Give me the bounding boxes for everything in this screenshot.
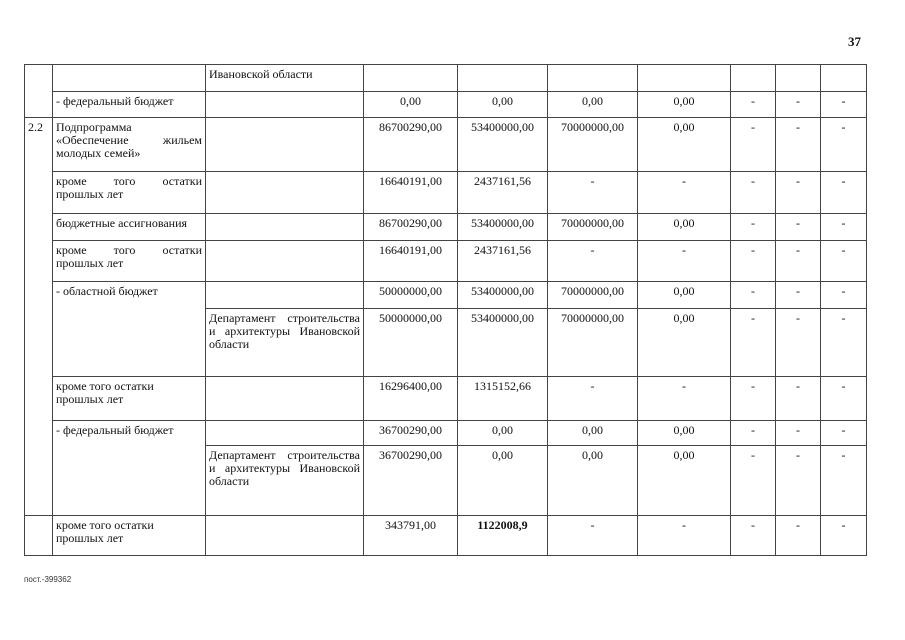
value-cell: 0,00 — [638, 214, 731, 241]
value-cell: 86700290,00 — [364, 118, 458, 172]
value-cell: - — [731, 446, 776, 516]
row-name — [53, 65, 206, 92]
value-cell: - — [776, 92, 821, 118]
value-cell: 0,00 — [638, 446, 731, 516]
value-cell: 70000000,00 — [548, 118, 638, 172]
value-cell: 0,00 — [638, 309, 731, 377]
value-cell: - — [821, 309, 867, 377]
value-cell — [458, 65, 548, 92]
row-name: - федеральный бюджет — [53, 92, 206, 118]
value-cell: - — [776, 377, 821, 421]
value-cell: 70000000,00 — [548, 214, 638, 241]
table-row — [25, 421, 867, 446]
value-cell: - — [776, 282, 821, 309]
table-row — [25, 282, 867, 309]
value-cell: - — [776, 241, 821, 282]
executor — [206, 516, 364, 556]
value-cell: - — [731, 282, 776, 309]
value-cell: 53400000,00 — [458, 309, 548, 377]
value-cell: - — [548, 377, 638, 421]
value-cell: - — [638, 516, 731, 556]
value-cell: 0,00 — [458, 421, 548, 446]
value-cell: - — [821, 516, 867, 556]
row-name: Подпрограмма «Обеспечение жильем молодых семей» — [53, 118, 206, 172]
value-cell: - — [821, 421, 867, 446]
value-cell: 53400000,00 — [458, 282, 548, 309]
row-name: кроме того остатки прошлых лет — [53, 377, 206, 421]
value-cell: - — [731, 421, 776, 446]
value-cell: - — [821, 92, 867, 118]
value-cell: - — [548, 516, 638, 556]
value-cell: - — [731, 172, 776, 214]
executor — [206, 377, 364, 421]
executor: Департамент строительства и архитектуры Ивановской области — [206, 446, 364, 516]
value-cell: 0,00 — [548, 421, 638, 446]
value-cell: 50000000,00 — [364, 309, 458, 377]
executor — [206, 92, 364, 118]
value-cell: - — [731, 241, 776, 282]
value-cell: 343791,00 — [364, 516, 458, 556]
executor — [206, 241, 364, 282]
value-cell — [638, 65, 731, 92]
value-cell: 0,00 — [638, 282, 731, 309]
executor — [206, 172, 364, 214]
value-cell: 0,00 — [548, 92, 638, 118]
value-cell: - — [821, 282, 867, 309]
value-cell: 0,00 — [638, 118, 731, 172]
value-cell: 16640191,00 — [364, 172, 458, 214]
value-cell — [776, 65, 821, 92]
table-row — [25, 241, 867, 282]
table-row — [25, 65, 867, 92]
value-cell: - — [638, 172, 731, 214]
value-cell: 2437161,56 — [458, 172, 548, 214]
value-cell: - — [731, 118, 776, 172]
value-cell — [731, 65, 776, 92]
value-cell: - — [776, 421, 821, 446]
row-name: кроме того остатки прошлых лет — [53, 241, 206, 282]
value-cell — [364, 65, 458, 92]
budget-table — [24, 64, 867, 556]
value-cell: - — [821, 172, 867, 214]
value-cell: 53400000,00 — [458, 214, 548, 241]
value-cell: 0,00 — [364, 92, 458, 118]
value-cell: - — [731, 92, 776, 118]
value-cell — [548, 65, 638, 92]
value-cell: 70000000,00 — [548, 309, 638, 377]
table-row — [25, 214, 867, 241]
value-cell: 50000000,00 — [364, 282, 458, 309]
value-cell: 86700290,00 — [364, 214, 458, 241]
value-cell: - — [731, 214, 776, 241]
value-cell: 0,00 — [548, 446, 638, 516]
value-cell: - — [548, 241, 638, 282]
value-cell: 0,00 — [458, 92, 548, 118]
value-cell: 0,00 — [458, 446, 548, 516]
executor — [206, 421, 364, 446]
value-cell: 16296400,00 — [364, 377, 458, 421]
row-number — [25, 516, 53, 556]
value-cell: 36700290,00 — [364, 421, 458, 446]
row-name: кроме того остатки прошлых лет — [53, 172, 206, 214]
value-cell: 16640191,00 — [364, 241, 458, 282]
value-cell: 0,00 — [638, 92, 731, 118]
value-cell: - — [548, 172, 638, 214]
row-name: - федеральный бюджет — [53, 421, 206, 516]
executor: Департамент строительства и архитектуры Ивановской области — [206, 309, 364, 377]
executor — [206, 214, 364, 241]
table-row — [25, 92, 867, 118]
value-cell: - — [731, 516, 776, 556]
value-cell: - — [776, 446, 821, 516]
value-cell: - — [776, 309, 821, 377]
table-row — [25, 516, 867, 556]
value-cell: - — [821, 241, 867, 282]
value-cell: - — [776, 118, 821, 172]
table-row — [25, 172, 867, 214]
page-number: 37 — [848, 34, 861, 49]
value-cell: 2437161,56 — [458, 241, 548, 282]
value-cell: 53400000,00 — [458, 118, 548, 172]
row-number: 2.2 — [25, 118, 53, 516]
table-row — [25, 118, 867, 172]
row-name: - областной бюджет — [53, 282, 206, 377]
value-cell: - — [638, 377, 731, 421]
value-cell — [821, 65, 867, 92]
value-cell: - — [776, 516, 821, 556]
row-name: кроме того остатки прошлых лет — [53, 516, 206, 556]
value-cell: - — [776, 172, 821, 214]
value-cell: - — [821, 118, 867, 172]
value-cell: - — [638, 241, 731, 282]
footer-code: пост.-399362 — [24, 575, 72, 584]
value-cell: 36700290,00 — [364, 446, 458, 516]
value-cell: - — [821, 446, 867, 516]
value-cell: 0,00 — [638, 421, 731, 446]
value-cell: - — [776, 214, 821, 241]
value-cell: - — [821, 377, 867, 421]
executor — [206, 282, 364, 309]
value-cell: 1122008,9 — [458, 516, 548, 556]
value-cell: - — [731, 309, 776, 377]
table-row — [25, 377, 867, 421]
value-cell: 70000000,00 — [548, 282, 638, 309]
executor: Ивановской области — [206, 65, 364, 92]
row-number — [25, 65, 53, 118]
executor — [206, 118, 364, 172]
value-cell: 1315152,66 — [458, 377, 548, 421]
value-cell: - — [821, 214, 867, 241]
row-name: бюджетные ассигнования — [53, 214, 206, 241]
value-cell: - — [731, 377, 776, 421]
